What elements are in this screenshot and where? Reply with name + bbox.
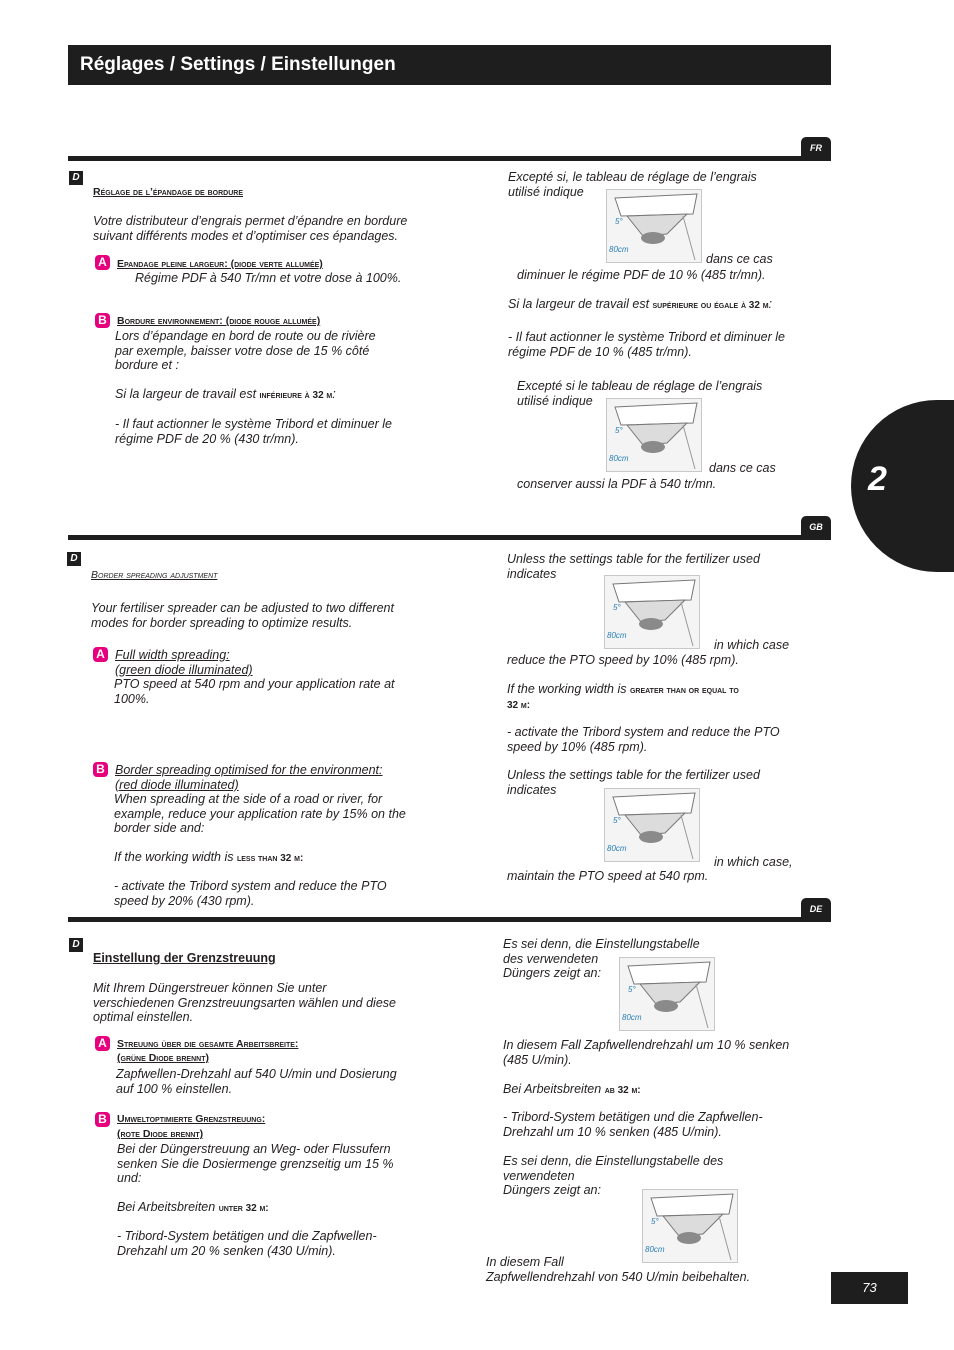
spreader-diagram-image [619, 957, 715, 1031]
exception-text-1-cont: reduce the PTO speed by 10% (485 rpm). [507, 653, 739, 667]
mode-a-badge: A [95, 255, 110, 270]
section-divider-fr [68, 156, 831, 161]
action-right-text: - Il faut actionner le système Tribord et diminuer le régime PDF de 10 % (485 tr/mn). [508, 330, 785, 359]
mode-a-title: Epandage pleine largeur: (diode verte allumée) [117, 258, 323, 270]
working-width-right-text: Bei Arbeitsbreiten ab 32 m: [503, 1082, 641, 1096]
exception-text-2: Unless the settings table for the fertilizer used indicates [507, 768, 760, 797]
exception-text-2: Es sei denn, die Einstellungstabelle des verwendeten Düngers zeigt an: [503, 1154, 724, 1198]
svg-text:5°: 5° [651, 1217, 659, 1226]
section-heading: Einstellung der Grenzstreuung [93, 951, 276, 965]
mode-a-text: Zapfwellen-Drehzahl auf 540 U/min und Dosierung auf 100 % einstellen. [116, 1067, 397, 1096]
intro-text: Your fertiliser spreader can be adjusted to two different modes for border spreading to optimize results. [91, 601, 394, 630]
svg-text:5°: 5° [615, 426, 623, 435]
spreader-diagram-image [606, 189, 702, 263]
mode-a-text: PTO speed at 540 rpm and your application rate at 100%. [114, 677, 395, 706]
mode-a-title: Streuung über die gesamte Arbeitsbreite: [117, 1038, 299, 1050]
chapter-tab [851, 400, 954, 572]
exception-text-2-after: in which case, [714, 855, 793, 869]
working-width-right-text: Si la largeur de travail est supérieure ou égale à 32 m: [508, 297, 773, 311]
lang-tab-fr: FR [801, 137, 831, 159]
section-divider-gb [68, 535, 831, 540]
svg-text:80cm: 80cm [609, 454, 629, 463]
section-d-label: D [69, 171, 83, 185]
action-right-text: - Tribord-System betätigen und die Zapfwellen- Drehzahl um 10 % senken (485 U/min). [503, 1110, 763, 1139]
intro-text: Votre distributeur d’engrais permet d’épandre en bordure suivant différents modes et d’optimiser ces épandages. [93, 214, 408, 243]
page-title: Réglages / Settings / Einstellungen [80, 54, 396, 75]
lang-tab-gb: GB [801, 516, 831, 538]
mode-b-subtitle: (red diode illuminated) [115, 778, 239, 792]
mode-b-text: Lors d’épandage en bord de route ou de rivière par exemple, baisser votre dose de 15 % côté bordure et : [115, 329, 376, 373]
exception-text-1: Es sei denn, die Einstellungstabelle des verwendeten Düngers zeigt an: [503, 937, 700, 981]
mode-b-text: When spreading at the side of a road or river, for example, reduce your application rate by 15% on the border side and: [114, 792, 406, 836]
svg-text:80cm: 80cm [645, 1245, 665, 1254]
mode-b-title: Border spreading optimised for the environment: [115, 763, 383, 777]
exception-text-1: Excepté si, le tableau de réglage de l’engrais utilisé indique [508, 170, 757, 199]
svg-text:5°: 5° [628, 985, 636, 994]
mode-b-badge: B [93, 762, 108, 777]
spreader-diagram-image [604, 575, 700, 649]
mode-a-badge: A [93, 647, 108, 662]
action-right-text: - activate the Tribord system and reduce the PTO speed by 10% (485 rpm). [507, 725, 780, 754]
mode-b-title: Bordure environnement: (diode rouge allumée) [117, 315, 321, 327]
mode-b-subtitle: (rote Diode brennt) [117, 1128, 204, 1140]
page-number: 73 [831, 1272, 908, 1304]
intro-text: Mit Ihrem Düngerstreuer können Sie unter verschiedenen Grenzstreuungsarten wählen und diese optimal einstellen. [93, 981, 396, 1025]
exception-text-1-after: dans ce cas [706, 252, 773, 266]
action-text: - activate the Tribord system and reduce the PTO speed by 20% (430 rpm). [114, 879, 387, 908]
spreader-diagram-image [604, 788, 700, 862]
exception-text-1: Unless the settings table for the fertilizer used indicates [507, 552, 760, 581]
action-text: - Tribord-System betätigen und die Zapfwellen- Drehzahl um 20 % senken (430 U/min). [117, 1229, 377, 1258]
mode-a-badge: A [95, 1036, 110, 1051]
svg-text:80cm: 80cm [607, 631, 627, 640]
working-width-text: Bei Arbeitsbreiten unter 32 m: [117, 1200, 269, 1214]
mode-a-text: Régime PDF à 540 Tr/mn et votre dose à 100%. [135, 271, 402, 285]
exception-text-2-cont: maintain the PTO speed at 540 rpm. [507, 869, 709, 883]
exception-text-2: Excepté si le tableau de réglage de l’engrais utilisé indique [517, 379, 763, 408]
exception-text-2-cont: conserver aussi la PDF à 540 tr/mn. [517, 477, 717, 491]
working-width-right-text-cont: 32 m: [507, 700, 531, 711]
mode-b-badge: B [95, 1112, 110, 1127]
section-d-label: D [67, 552, 81, 566]
action-text: - Il faut actionner le système Tribord et diminuer le régime PDF de 20 % (430 tr/mn). [115, 417, 392, 446]
section-d-label: D [69, 938, 83, 952]
section-heading: Réglage de l’épandage de bordure [93, 186, 243, 198]
working-width-right-text: If the working width is greater than or equal to [507, 682, 739, 696]
svg-text:5°: 5° [613, 816, 621, 825]
exception-text-1-cont: In diesem Fall Zapfwellendrehzahl um 10 % senken (485 U/min). [503, 1038, 790, 1067]
mode-a-subtitle: (green diode illuminated) [115, 663, 253, 677]
mode-a-title: Full width spreading: [115, 648, 230, 662]
mode-b-text: Bei der Düngerstreuung an Weg- oder Flussufern senken Sie die Dosiermenge grenzseitig um 15 % und: [117, 1142, 394, 1186]
svg-text:80cm: 80cm [607, 844, 627, 853]
exception-text-2-after: dans ce cas [709, 461, 776, 475]
spreader-diagram-image [606, 398, 702, 472]
working-width-text: If the working width is less than 32 m: [114, 850, 304, 864]
section-divider-de [68, 917, 831, 922]
mode-b-title: Umweltoptimierte Grenzstreuung: [117, 1113, 266, 1125]
chapter-number: 2 [868, 460, 887, 498]
svg-text:80cm: 80cm [609, 245, 629, 254]
lang-tab-de: DE [801, 898, 831, 920]
exception-text-1-after: in which case [714, 638, 790, 652]
svg-text:80cm: 80cm [622, 1013, 642, 1022]
spreader-diagram-image [642, 1189, 738, 1263]
section-heading: Border spreading adjustment [91, 569, 218, 581]
exception-text-1-cont: diminuer le régime PDF de 10 % (485 tr/mn). [517, 268, 766, 282]
working-width-text: Si la largeur de travail est inférieure à 32 m: [115, 387, 336, 401]
page-header [68, 45, 831, 85]
svg-text:5°: 5° [613, 603, 621, 612]
mode-b-badge: B [95, 313, 110, 328]
svg-text:5°: 5° [615, 217, 623, 226]
exception-text-2-cont: In diesem Fall Zapfwellendrehzahl von 540 U/min beibehalten. [486, 1255, 751, 1284]
mode-a-subtitle: (grüne Diode brennt) [117, 1052, 209, 1064]
